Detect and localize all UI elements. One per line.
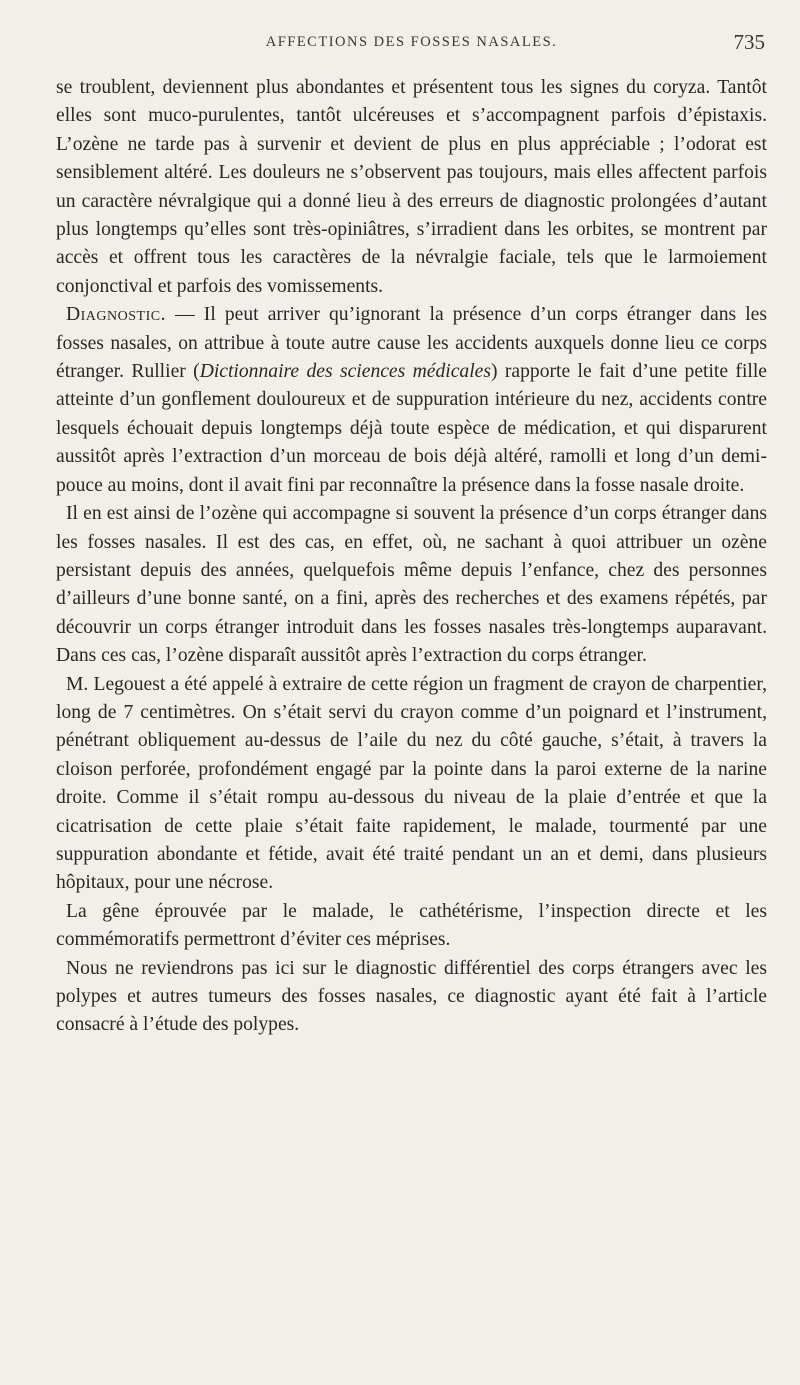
- paragraph-diagnostic: [56, 301, 767, 500]
- paragraph-ozene: Il en est ainsi de l’ozène qui accompagne si souvent la présence d’un corps étranger dans les fosses nasales. Il est des cas, en effet, où, ne sachant à quoi attribuer un ozène persistant depuis des années, quelquefois même depuis l’enfance, chez des personnes d’ailleurs d’une bonne santé, on a fini, après des recherches et des examens répétés, par découvrir un corps étranger introduit dans les fosses nasales très-longtemps auparavant. Dans ces cas, l’ozène disparaît aussitôt après l’extraction du corps étranger.: [56, 503, 767, 667]
- paragraph-legouest-case: M. Legouest a été appelé à extraire de cette région un fragment de crayon de charpentier, long de 7 centimètres. On s’était servi du crayon comme d’un poignard et l’instrument, pénétrant obliquement au-dessus de l’aile du nez du côté gauche, s’était, à travers la cloison perforée, profondément engagé par la pointe dans la paroi externe de la narine droite. Comme il s’était rompu au-dessous du niveau de la plaie d’entrée et que la cicatrisation de cette plaie s’était faite rapidement, le malade, tourmenté par une suppuration abondante et fétide, avait été traité pendant un an et demi, dans plusieurs hôpitaux, pour une nécrose.: [56, 673, 767, 894]
- paragraph-avoid-mistakes: La gêne éprouvée par le malade, le cathétérisme, l’inspection directe et les commémoratifs permettront d’éviter ces méprises.: [56, 900, 767, 951]
- paragraph-differential-diagnosis: Nous ne reviendrons pas ici sur le diagnostic différentiel des corps étrangers avec les polypes et autres tumeurs des fosses nasales, ce diagnostic ayant été fait à l’article consacré à l’étude des polypes.: [56, 957, 767, 1036]
- reference-dictionary-title: Dictionnaire des sciences médicales: [199, 361, 491, 383]
- running-head: [56, 32, 767, 60]
- diagnostic-text-part1: — Il peut arriver qu’ignorant la présence d’un corps étranger dans les fosses nasales, on attribue à toute autre cause les accidents auxquels donne lieu ce corps étranger. Rullier (: [56, 304, 767, 383]
- paragraph-symptoms-continued: se troublent, deviennent plus abondantes et présentent tous les signes du coryza. Tantôt elles sont muco-purulentes, tantôt ulcéreuses et s’accompagnent parfois d’épistaxis. L’ozène ne tarde pas à survenir et devient de plus en plus appréciable ; l’odorat est sensiblement altéré. Les douleurs ne s’observent pas toujours, mais elles affectent parfois un caractère névralgique qui a donné lieu à des erreurs de diagnostic prolongées d’autant plus longtemps qu’elles sont très-opiniâtres, s’irradient dans les orbites, se montrent par accès et offrent tous les caractères de la névralgie faciale, tels que le larmoiement conjonctival et parfois des vomissements.: [56, 77, 767, 297]
- diagnostic-text-part2: ) rapporte le fait d’une petite fille atteinte d’un gonflement douloureux et de suppuration intérieure du nez, accidents contre lesquels échouait depuis longtemps déjà toute espèce de médication, et qui disparurent aussitôt après l’extraction d’un morceau de bois déjà altéré, ramolli et long d’un demi-pouce au moins, dont il avait fini par reconnaître la présence dans la fosse nasale droite.: [56, 361, 767, 496]
- page-number: 735: [733, 30, 765, 54]
- body-text: [56, 74, 767, 1040]
- running-title: AFFECTIONS DES FOSSES NASALES.: [265, 34, 558, 50]
- section-heading-diagnostic: Diagnostic.: [66, 304, 166, 326]
